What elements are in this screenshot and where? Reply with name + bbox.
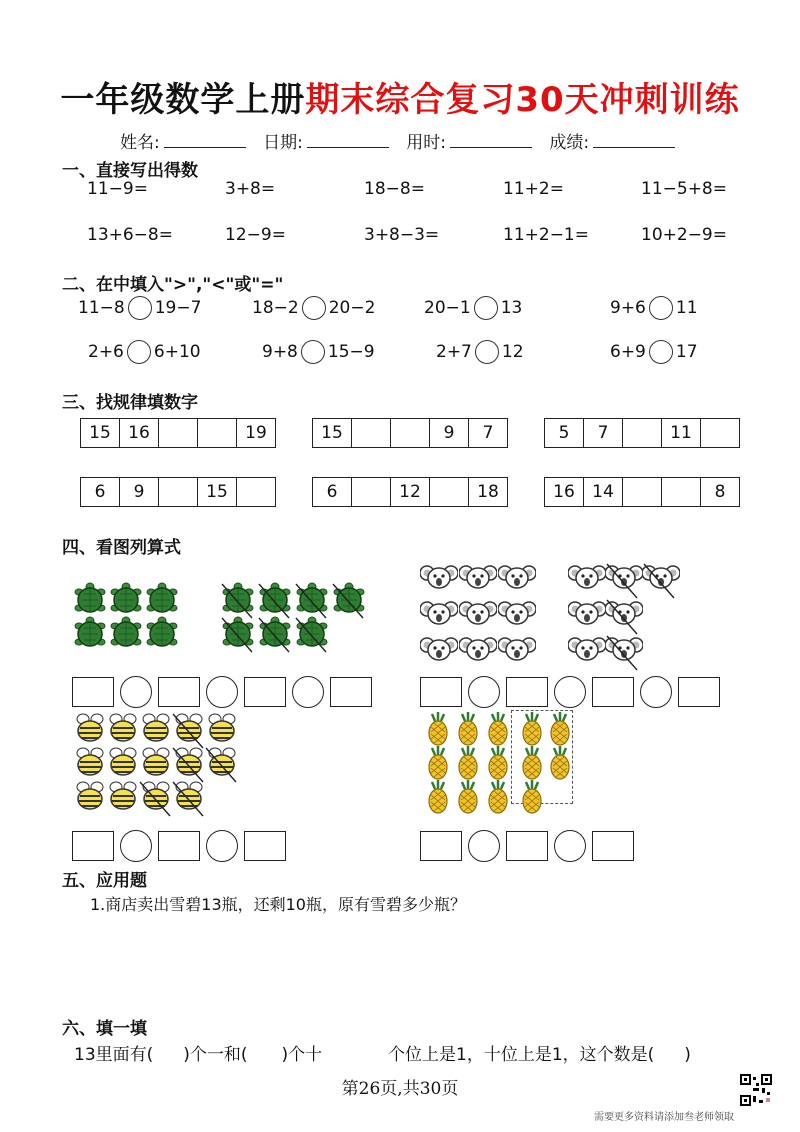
koala-icon	[420, 634, 458, 664]
title-black: 一年级数学上册	[60, 80, 306, 120]
pineapple-icon	[542, 712, 578, 746]
calc-item: 3+8−3=	[364, 225, 440, 245]
calc-item: 12−9=	[225, 225, 286, 245]
seq-cell[interactable]	[623, 478, 662, 507]
compare-item: 9+6 11	[610, 298, 698, 318]
calc-item: 3+8=	[225, 179, 276, 199]
seq-cell: 9	[120, 478, 159, 507]
operator-circle[interactable]	[554, 676, 586, 708]
cross-out-mark	[294, 616, 328, 656]
answer-box[interactable]	[592, 831, 634, 861]
answer-box[interactable]	[592, 677, 634, 707]
seq-cell[interactable]	[159, 419, 198, 448]
compare-item: 6+9 17	[610, 342, 698, 362]
fill-question-1: 13里面有( )个一和( )个十	[74, 1045, 323, 1065]
cross-out-mark	[605, 562, 639, 602]
seq-cell: 15	[81, 419, 120, 448]
seq-cell[interactable]	[352, 419, 391, 448]
koala-icon	[459, 562, 497, 592]
pineapple-icon	[542, 746, 578, 780]
turtle-icon	[72, 616, 108, 650]
seq-cell: 5	[545, 419, 584, 448]
operator-circle[interactable]	[206, 676, 238, 708]
compare-item: 11−8 19−7	[78, 298, 202, 318]
turtle-icon	[144, 616, 180, 650]
cross-out-mark	[331, 582, 365, 622]
bee-icon	[138, 746, 174, 778]
answer-box[interactable]	[678, 677, 720, 707]
sequence-table	[312, 418, 508, 448]
seq-cell: 16	[120, 419, 159, 448]
answer-box[interactable]	[420, 831, 462, 861]
cross-out-mark	[605, 598, 639, 638]
section3-heading: 三、找规律填数字	[62, 393, 198, 413]
cross-out-mark	[257, 616, 291, 656]
answer-box[interactable]	[506, 677, 548, 707]
pineapple-group	[420, 712, 510, 814]
bee-icon	[105, 780, 141, 812]
compare-circle[interactable]	[301, 340, 325, 364]
time-blank[interactable]	[450, 147, 532, 148]
turtle-group-crossed	[220, 582, 368, 650]
seq-cell: 16	[545, 478, 584, 507]
compare-circle[interactable]	[474, 296, 498, 320]
name-label: 姓名:	[120, 133, 160, 153]
student-info	[120, 128, 687, 153]
equation-row	[72, 830, 286, 862]
sequence-table	[544, 418, 740, 448]
compare-item: 2+7 12	[436, 342, 524, 362]
compare-item: 9+8 15−9	[262, 342, 375, 362]
seq-cell[interactable]	[198, 419, 237, 448]
score-blank[interactable]	[593, 147, 675, 148]
koala-icon	[568, 598, 606, 628]
operator-circle[interactable]	[640, 676, 672, 708]
seq-cell: 6	[81, 478, 120, 507]
answer-box[interactable]	[330, 677, 372, 707]
section2-heading: 二、在中填入">","<"或"="	[62, 275, 284, 295]
koala-icon	[498, 634, 536, 664]
cross-out-mark	[220, 616, 254, 656]
time-label: 用时:	[406, 133, 447, 153]
pineapple-icon	[514, 780, 550, 814]
date-label: 日期:	[263, 133, 303, 153]
turtle-icon	[72, 582, 108, 616]
bee-icon	[72, 780, 108, 812]
seq-cell: 9	[430, 419, 469, 448]
calc-item: 11−5+8=	[641, 179, 727, 199]
section5-heading: 五、应用题	[62, 871, 147, 891]
cross-out-mark	[171, 780, 205, 820]
pineapple-group-circled	[514, 712, 570, 814]
seq-cell: 8	[701, 478, 740, 507]
section1-heading: 一、直接写出得数	[62, 161, 198, 181]
equation-row	[420, 676, 720, 708]
calc-item: 13+6−8=	[87, 225, 173, 245]
koala-icon	[498, 598, 536, 628]
sequence-table	[80, 418, 276, 448]
koala-icon	[568, 562, 606, 592]
section6-heading: 六、填一填	[62, 1019, 147, 1039]
compare-circle[interactable]	[128, 296, 152, 320]
sequence-table	[544, 477, 740, 507]
qr-code-icon	[740, 1074, 772, 1106]
bee-icon	[204, 712, 240, 744]
seq-cell[interactable]	[391, 419, 430, 448]
seq-cell[interactable]	[623, 419, 662, 448]
koala-icon	[420, 598, 458, 628]
seq-cell[interactable]	[430, 478, 469, 507]
calc-item: 11+2−1=	[503, 225, 589, 245]
cross-out-mark	[642, 562, 676, 602]
koala-group-crossed	[568, 562, 679, 668]
bee-icon	[72, 712, 108, 744]
koala-icon	[459, 634, 497, 664]
operator-circle[interactable]	[120, 830, 152, 862]
compare-item: 20−1 13	[424, 298, 523, 318]
answer-box[interactable]	[506, 831, 548, 861]
cross-out-mark	[605, 634, 639, 674]
seq-cell: 7	[584, 419, 623, 448]
sequence-table	[80, 477, 276, 507]
answer-box[interactable]	[420, 677, 462, 707]
operator-circle[interactable]	[468, 676, 500, 708]
turtle-icon	[108, 616, 144, 650]
cross-out-mark	[204, 746, 238, 786]
koala-icon	[459, 598, 497, 628]
operator-circle[interactable]	[468, 830, 500, 862]
date-blank[interactable]	[307, 147, 389, 148]
compare-circle[interactable]	[649, 340, 673, 364]
operator-circle[interactable]	[292, 676, 324, 708]
page-number: 第26页,共30页	[341, 1079, 459, 1099]
seq-cell: 19	[237, 419, 276, 448]
score-label: 成绩:	[549, 133, 590, 153]
footer-note: 需要更多资料请添加叁老师领取	[594, 1112, 734, 1123]
seq-cell: 15	[198, 478, 237, 507]
answer-box[interactable]	[72, 831, 114, 861]
answer-box[interactable]	[244, 677, 286, 707]
seq-cell[interactable]	[237, 478, 276, 507]
compare-item: 18−2 20−2	[252, 298, 376, 318]
answer-box[interactable]	[244, 831, 286, 861]
koala-icon	[568, 634, 606, 664]
seq-cell: 12	[391, 478, 430, 507]
sequence-table	[312, 477, 508, 507]
word-problem: 1.商店卖出雪碧13瓶，还剩10瓶，原有雪碧多少瓶？	[90, 895, 466, 914]
compare-circle[interactable]	[475, 340, 499, 364]
equation-row	[72, 676, 372, 708]
seq-cell: 15	[313, 419, 352, 448]
turtle-icon	[108, 582, 144, 616]
name-blank[interactable]	[164, 147, 246, 148]
turtle-icon	[144, 582, 180, 616]
bee-icon	[105, 746, 141, 778]
seq-cell[interactable]	[662, 478, 701, 507]
seq-cell[interactable]	[352, 478, 391, 507]
operator-circle[interactable]	[554, 830, 586, 862]
operator-circle[interactable]	[206, 830, 238, 862]
bee-icon	[138, 712, 174, 744]
title-red: 期末综合复习30天冲刺训练	[305, 80, 740, 120]
operator-circle[interactable]	[120, 676, 152, 708]
turtle-group	[72, 582, 180, 650]
seq-cell: 6	[313, 478, 352, 507]
answer-box[interactable]	[158, 677, 200, 707]
equation-row	[420, 830, 634, 862]
seq-cell: 14	[584, 478, 623, 507]
koala-icon	[498, 562, 536, 592]
seq-cell[interactable]	[701, 419, 740, 448]
seq-cell: 18	[469, 478, 508, 507]
koala-icon	[420, 562, 458, 592]
bee-icon	[105, 712, 141, 744]
calc-item: 11+2=	[503, 179, 564, 199]
cross-out-mark	[138, 780, 172, 820]
page-title	[0, 72, 800, 121]
compare-circle[interactable]	[649, 296, 673, 320]
answer-box[interactable]	[72, 677, 114, 707]
koala-group	[420, 562, 537, 668]
compare-circle[interactable]	[127, 340, 151, 364]
calc-item: 18−8=	[364, 179, 425, 199]
calc-item: 11−9=	[87, 179, 148, 199]
calc-item: 10+2−9=	[641, 225, 727, 245]
compare-circle[interactable]	[302, 296, 326, 320]
answer-box[interactable]	[158, 831, 200, 861]
seq-cell: 7	[469, 419, 508, 448]
seq-cell: 11	[662, 419, 701, 448]
seq-cell[interactable]	[159, 478, 198, 507]
compare-item: 2+6 6+10	[88, 342, 201, 362]
bee-icon	[72, 746, 108, 778]
bee-group	[72, 712, 237, 814]
fill-question-2: 个位上是1，十位上是1，这个数是( )	[388, 1045, 691, 1065]
section4-heading: 四、看图列算式	[62, 538, 181, 558]
